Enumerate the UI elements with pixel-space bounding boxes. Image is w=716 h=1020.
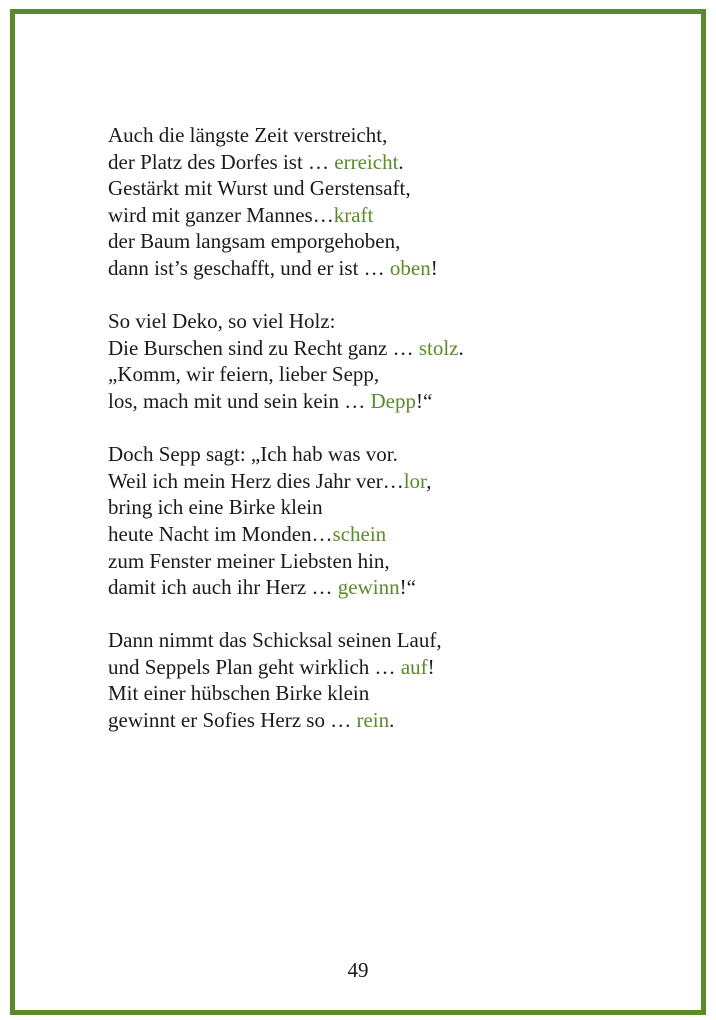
line-text: . [458,335,464,360]
poem-line [108,707,628,734]
poem-line [108,468,628,495]
poem-line [108,680,628,707]
line-text: , [426,468,432,493]
line-text: ! [427,654,435,679]
line-text: Auch die längste Zeit verstreicht, [108,123,388,147]
poem-line [108,335,628,362]
line-text: wird mit ganzer Mannes… [108,202,334,227]
poem [108,122,628,760]
line-text: und Seppels Plan geht wirklich … [108,654,401,679]
stanza [108,122,628,282]
line-text: zum Fenster meiner Liebsten hin, [108,548,390,573]
line-text: Doch Sepp sagt: „Ich hab was vor. [108,442,398,467]
rhyme-word: auf [400,654,428,679]
line-text: gewinnt er Sofies Herz so … [108,708,357,733]
poem-line [108,388,628,415]
stanza [108,441,628,601]
poem-line [108,654,628,681]
line-text: Gestärkt mit Wurst und Gerstensaft, [108,176,411,201]
rhyme-word: Depp [370,388,416,413]
poem-line [108,441,628,468]
rhyme-word: oben [389,255,431,280]
poem-line [108,122,628,149]
poem-line [108,202,628,229]
line-text: der Baum langsam emporgehoben, [108,229,401,254]
rhyme-word: rein [356,708,390,733]
rhyme-word: stolz [418,335,459,360]
line-text: !“ [415,388,433,413]
rhyme-word: kraft [333,202,374,227]
poem-line [108,361,628,388]
line-text: Mit einer hübschen Birke klein [108,681,370,706]
poem-line [108,308,628,335]
poem-line [108,149,628,176]
line-text: Weil ich mein Herz dies Jahr ver… [108,468,404,493]
rhyme-word: erreicht [334,149,399,174]
poem-line [108,494,628,521]
line-text: Dann nimmt das Schicksal seinen Lauf, [108,628,442,653]
line-text: der Platz des Dorfes ist … [108,149,335,174]
poem-line [108,521,628,548]
line-text: . [398,149,404,174]
line-text: heute Nacht im Monden… [108,521,333,546]
page-number: 49 [347,958,369,982]
line-text: damit ich auch ihr Herz … [108,575,338,600]
line-text: dann ist’s geschafft, und er ist … [108,255,390,280]
line-text: ! [430,255,438,280]
rhyme-word: lor [403,468,427,493]
line-text: los, mach mit und sein kein … [108,388,371,413]
poem-line [108,255,628,282]
line-text: . [389,708,395,733]
rhyme-word: gewinn [337,575,400,600]
poem-line [108,228,628,255]
rhyme-word: schein [332,521,387,546]
poem-line [108,175,628,202]
line-text: So viel Deko, so viel Holz: [108,309,336,334]
stanza [108,627,628,733]
poem-line [108,574,628,601]
line-text: „Komm, wir feiern, lieber Sepp, [108,362,380,387]
line-text: Die Burschen sind zu Recht ganz … [108,335,419,360]
poem-line [108,627,628,654]
stanza [108,308,628,414]
poem-line [108,548,628,575]
line-text: !“ [399,575,416,600]
line-text: bring ich eine Birke klein [108,495,323,520]
